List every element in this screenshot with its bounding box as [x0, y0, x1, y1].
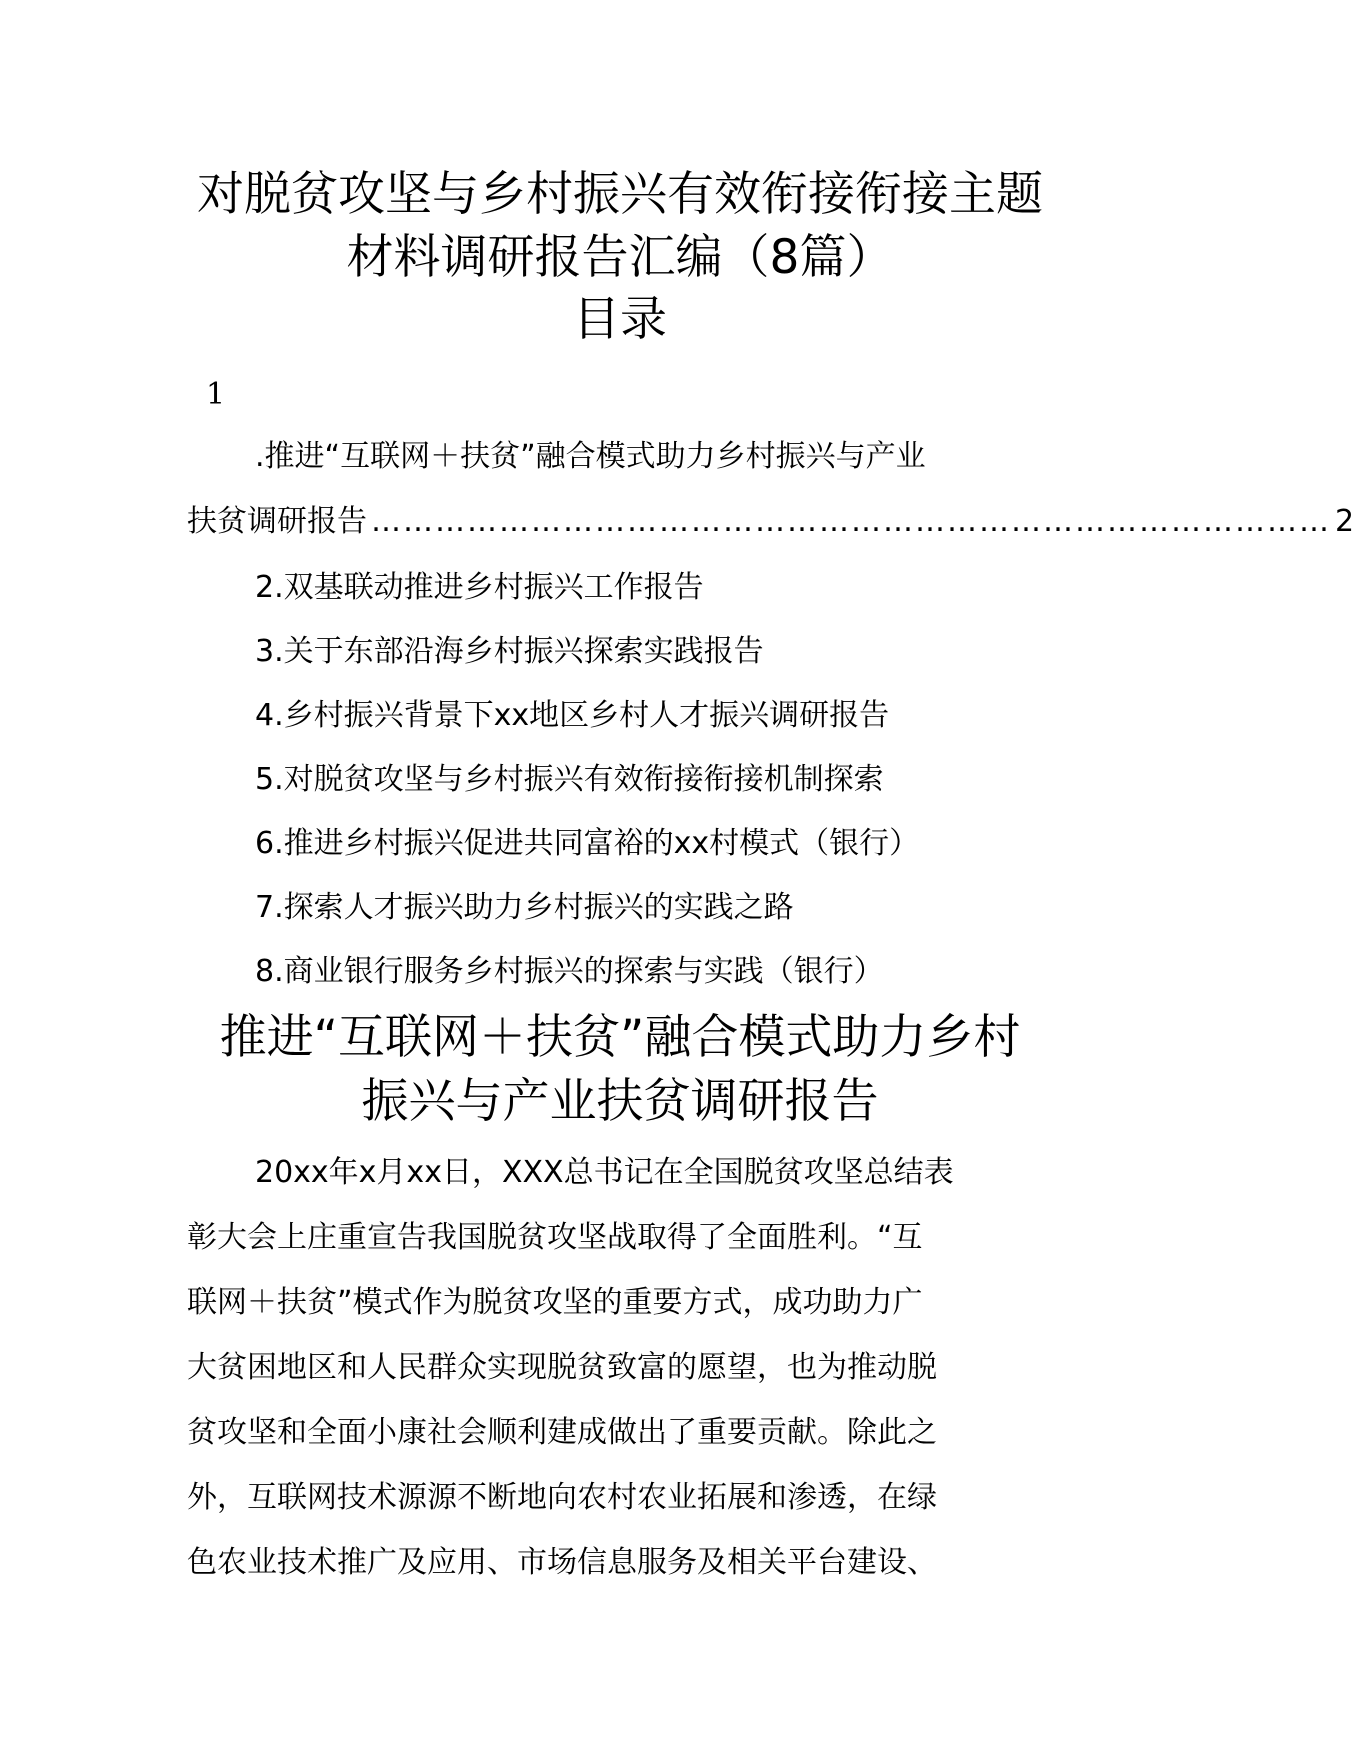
toc-entry-1-line-1[interactable]: .推进“互联网＋扶贫”融合模式助力乡村振兴与产业 [255, 439, 926, 474]
toc-dot-leader: ……………………………………………………………………………… [371, 504, 1331, 539]
section-body-paragraph [187, 1140, 1055, 1595]
body-line-7: 色农业技术推广及应用、市场信息服务及相关平台建设、 [187, 1545, 937, 1580]
body-line-1: 20xx年x月xx日，XXX总书记在全国脱贫攻坚总结表 [255, 1155, 954, 1190]
section-title-line-2: 振兴与产业扶贫调研报告 [361, 1074, 879, 1129]
toc-entry-7[interactable]: 7.探索人才振兴助力乡村振兴的实践之路 [255, 890, 794, 925]
document-title-line-1: 对脱贫攻坚与乡村振兴有效衔接衔接主题 [197, 167, 1043, 222]
toc-entry-3[interactable]: 3.关于东部沿海乡村振兴探索实践报告 [255, 634, 764, 669]
body-line-5: 贫攻坚和全面小康社会顺利建成做出了重要贡献。除此之 [187, 1415, 937, 1450]
toc-entry-8[interactable]: 8.商业银行服务乡村振兴的探索与实践（银行） [255, 954, 884, 989]
toc-entry-1-title-end: 扶贫调研报告 [187, 504, 367, 539]
toc-entry-2[interactable]: 2.双基联动推进乡村振兴工作报告 [255, 570, 704, 605]
toc-entry-1-line-2[interactable] [187, 502, 1354, 542]
toc-entry-4[interactable]: 4.乡村振兴背景下xx地区乡村人才振兴调研报告 [255, 698, 890, 733]
body-line-6: 外，互联网技术源源不断地向农村农业拓展和渗透，在绿 [187, 1480, 937, 1515]
toc-heading: 目录 [573, 292, 667, 347]
body-line-3: 联网＋扶贫”模式作为脱贫攻坚的重要方式，成功助力广 [187, 1285, 923, 1320]
body-line-2: 彰大会上庄重宣告我国脱贫攻坚战取得了全面胜利。“互 [187, 1220, 923, 1255]
toc-entry-6[interactable]: 6.推进乡村振兴促进共同富裕的xx村模式（银行） [255, 826, 920, 861]
body-line-4: 大贫困地区和人民群众实现脱贫致富的愿望，也为推动脱 [187, 1350, 937, 1385]
section-title-line-1: 推进“互联网＋扶贫”融合模式助力乡村 [219, 1010, 1021, 1065]
toc-entry-5[interactable]: 5.对脱贫攻坚与乡村振兴有效衔接衔接机制探索 [255, 762, 884, 797]
toc-first-number: 1 [206, 377, 226, 412]
document-title-line-2: 材料调研报告汇编（8篇） [346, 230, 894, 285]
toc-entry-1-page-number: 2 [1335, 504, 1354, 539]
